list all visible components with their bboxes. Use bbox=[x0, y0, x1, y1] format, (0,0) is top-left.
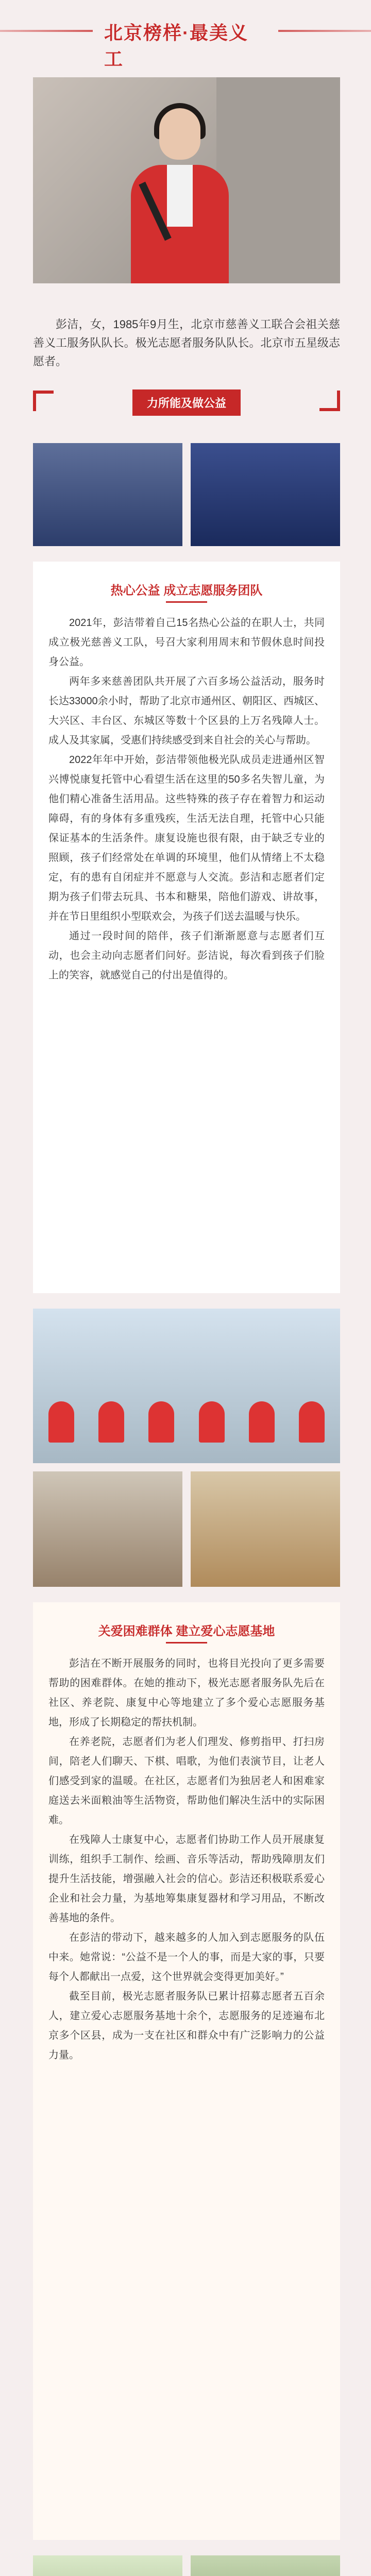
volunteer-figure bbox=[199, 1401, 225, 1443]
group-photo bbox=[33, 1309, 340, 1463]
header bbox=[0, 0, 371, 70]
paragraph: 在养老院，志愿者们为老人们理发、修剪指甲、打扫房间，陪老人们聊天、下棋、唱歌，为他们表演节目，让老人们感受到家的温暖。在社区，志愿者们为独居老人和困难家庭送去米面粮油等生活物资，帮助他们解决生活中的实际困难。 bbox=[48, 1736, 325, 1826]
paragraph: 2022年年中开始，彭洁带领他极光队成员走进通州区智兴博悦康复托管中心看望生活在这里的50多名失智儿童，为他们精心准备生活用品。这些特殊的孩子存在着智力和运动障碍，有的身体有多重残疾，生活无法自理，托管中心只能保证基本的生活条件。康复设施也很有限，由于缺乏专业的照顾，孩子们经常处在单调的环境里，他们从情绪上不太稳定，有的患有自闭症并不愿意与人交流。彭洁和志愿者们定期为孩子们带去玩具、书本和糖果，陪他们游戏、讲故事，并在节日里组织小型联欢会，为孩子们送去温暖与快乐。 bbox=[48, 754, 325, 922]
photo-group bbox=[33, 1309, 340, 1587]
section-card-2 bbox=[33, 1602, 340, 2540]
paragraph: 通过一段时间的陪伴，孩子们渐渐愿意与志愿者们互动，也会主动向志愿者们问好。彭洁说，每次看到孩子们脸上的笑容，就感觉自己的付出是值得的。 bbox=[48, 930, 325, 981]
section-badge-strip bbox=[33, 386, 340, 416]
section-card-1 bbox=[33, 562, 340, 1293]
event-photo bbox=[191, 443, 340, 546]
volunteer-figure bbox=[148, 1401, 174, 1443]
page-title: 北京榜样·最美义工 bbox=[93, 19, 278, 71]
paragraph: 彭洁在不断开展服务的同时，也将目光投向了更多需要帮助的困难群体。在她的推动下，极光志愿者服务队先后在社区、养老院、康复中心等地建立了多个爱心志愿服务基地，形成了长期稳定的帮扶机制。 bbox=[48, 1658, 325, 1728]
event-photo bbox=[191, 1471, 340, 1587]
bio-text: 彭洁，女，1985年9月生，北京市慈善义工联合会祖关慈善义工服务队队长。极光志愿者服务队队长。北京市五星级志愿者。 bbox=[33, 318, 340, 368]
section-title: 关爱困难群体 建立爱心志愿基地 bbox=[98, 1624, 275, 1638]
corner-decoration bbox=[319, 391, 340, 411]
section-title: 热心公益 成立志愿服务团队 bbox=[110, 584, 263, 598]
paragraph: 在残障人士康复中心，志愿者们协助工作人员开展康复训练，组织手工制作、绘画、音乐等活动，帮助残障朋友们提升生活技能，增强融入社会的信心。彭洁还积极联系爱心企业和社会力量，为基地筹集康复器材和学习用品，不断改善基地的条件。 bbox=[48, 1834, 325, 1924]
volunteer-figure bbox=[249, 1401, 275, 1443]
photo-row bbox=[33, 443, 340, 546]
title-underline bbox=[166, 1642, 207, 1643]
photo-row bbox=[33, 2555, 340, 2576]
paragraph: 两年多来慈善团队共开展了六百多场公益活动，服务时长达33000余小时，帮助了北京市通州区、朝阳区、西城区、大兴区、丰台区、东城区等数十个区县的上万名残障人士。成人及其家属，受惠们持续感受到来自社会的关心与帮助。 bbox=[48, 676, 325, 746]
event-photo bbox=[191, 2555, 340, 2576]
volunteer-figure bbox=[299, 1401, 325, 1443]
hero-bg-panel bbox=[216, 77, 340, 283]
shirt bbox=[167, 165, 193, 227]
hero-photo bbox=[33, 77, 340, 283]
event-photo bbox=[33, 443, 182, 546]
paragraph: 截至目前，极光志愿者服务队已累计招募志愿者五百余人，建立爱心志愿服务基地十余个，志愿服务的足迹遍布北京多个区县，成为一支在社区和群众中有广泛影响力的公益力量。 bbox=[48, 1991, 325, 2061]
volunteer-figure bbox=[98, 1401, 124, 1443]
title-underline bbox=[166, 601, 207, 603]
paragraph: 2021年，彭洁带着自己15名热心公益的在职人士，共同成立极光慈善义工队，号召大家利用周末和节假休息时间投身公益。 bbox=[48, 617, 325, 668]
corner-decoration bbox=[33, 391, 54, 411]
volunteer-figure bbox=[48, 1401, 74, 1443]
event-photo bbox=[33, 1471, 182, 1587]
event-photo bbox=[33, 2555, 182, 2576]
paragraph: 在彭洁的带动下，越来越多的人加入到志愿服务的队伍中来。她常说：“公益不是一个人的事，而是大家的事，只要每个人都献出一点爱，这个世界就会变得更加美好。” bbox=[48, 1932, 325, 1982]
face bbox=[159, 108, 200, 160]
volunteer-row bbox=[48, 1401, 325, 1443]
section-badge: 力所能及做公益 bbox=[132, 389, 241, 416]
